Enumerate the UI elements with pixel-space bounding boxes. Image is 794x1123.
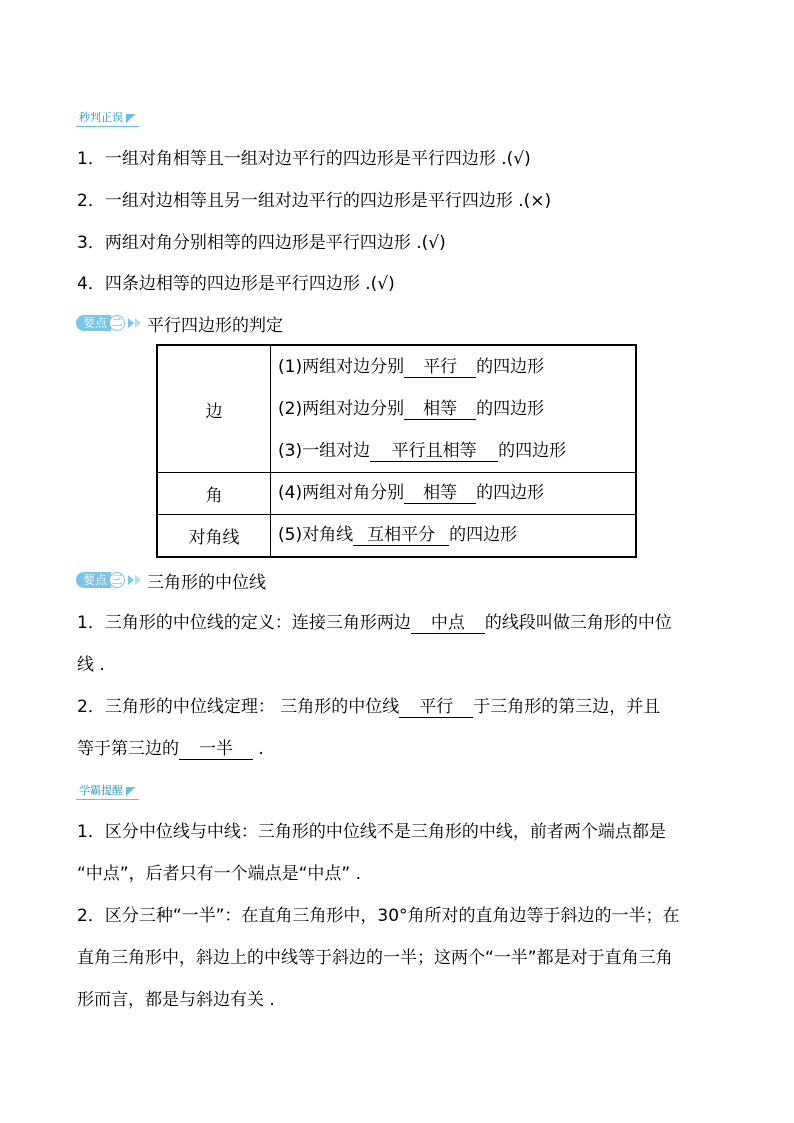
key-point-number: 二 <box>109 315 125 331</box>
pencil-icon <box>126 787 135 796</box>
criteria-item: (1)两组对边分别 平行 的四边形 <box>278 357 545 377</box>
key-point-title: 三角形的中位线 <box>147 572 267 593</box>
table-header-cell: 边 <box>157 345 271 473</box>
answer-blank: 平行且相等 <box>370 441 498 462</box>
arrow-icon <box>135 575 141 585</box>
answer-blank: 一半 <box>179 739 253 760</box>
table-row <box>157 345 636 473</box>
section-tag-study-tips: 学霸提醒 <box>76 783 139 800</box>
tip-1-line-1: 1．区分中位线与中线：三角形的中位线不是三角形的中线，前者两个端点都是 <box>77 822 666 842</box>
tip-2-line-2: 直角三角形中，斜边上的中线等于斜边的一半；这两个“一半”都是对于直角三角 <box>77 948 673 968</box>
table-content-cell <box>271 345 637 473</box>
judge-item-2: 2．一组对边相等且另一组对边平行的四边形是平行四边形 .(×) <box>77 191 552 211</box>
answer-blank: 相等 <box>404 399 476 420</box>
judge-item-1: 1．一组对角相等且一组对边平行的四边形是平行四边形 .(√) <box>77 149 531 169</box>
midline-definition-cont: 线 . <box>77 655 105 675</box>
judge-item-3: 3．两组对角分别相等的四边形是平行四边形 .(√) <box>77 233 446 253</box>
answer-blank: 中点 <box>411 613 485 634</box>
criteria-item: (3)一组对边 平行且相等 的四边形 <box>278 441 567 461</box>
table-header-cell: 对角线 <box>157 515 271 558</box>
arrow-icon <box>135 318 141 328</box>
parallelogram-criteria-table <box>156 344 637 558</box>
table-content-cell <box>271 473 637 515</box>
tip-2-line-3: 形而言，都是与斜边有关 . <box>77 990 275 1010</box>
midline-theorem: 2．三角形的中位线定理： 三角形的中位线 平行 于三角形的第三边，并且 <box>77 697 661 717</box>
table-content-cell <box>271 515 637 558</box>
criteria-item: (4)两组对角分别 相等 的四边形 <box>278 483 545 503</box>
key-point-3-heading <box>76 571 267 593</box>
table-row <box>157 473 636 515</box>
key-point-title: 平行四边形的判定 <box>147 315 284 336</box>
criteria-item: (5)对角线 互相平分 的四边形 <box>278 525 518 545</box>
tip-1-line-2: “中点”，后者只有一个端点是“中点” . <box>77 864 362 884</box>
table-header-cell: 角 <box>157 473 271 515</box>
answer-blank: 平行 <box>399 697 473 718</box>
midline-definition: 1．三角形的中位线的定义：连接三角形两边 中点 的线段叫做三角形的中位 <box>77 613 672 633</box>
key-point-number: 三 <box>109 572 125 588</box>
criteria-item: (2)两组对边分别 相等 的四边形 <box>278 399 545 419</box>
section-tag-quick-judge: 秒判正误 <box>76 110 139 127</box>
answer-blank: 相等 <box>404 483 476 504</box>
pencil-icon <box>126 114 135 123</box>
key-point-2-heading <box>76 314 284 336</box>
answer-blank: 平行 <box>404 357 476 378</box>
arrow-icon <box>128 318 134 328</box>
tip-2-line-1: 2．区分三种“一半”：在直角三角形中，30°角所对的直角边等于斜边的一半；在 <box>77 906 680 926</box>
table-row <box>157 515 636 558</box>
answer-blank: 互相平分 <box>353 525 449 546</box>
midline-theorem-cont: 等于第三边的 一半 . <box>77 739 264 759</box>
judge-item-4: 4．四条边相等的四边形是平行四边形 .(√) <box>77 274 395 294</box>
key-point-badge: 要点 <box>76 572 111 588</box>
arrow-icon <box>128 575 134 585</box>
key-point-badge: 要点 <box>76 315 111 331</box>
